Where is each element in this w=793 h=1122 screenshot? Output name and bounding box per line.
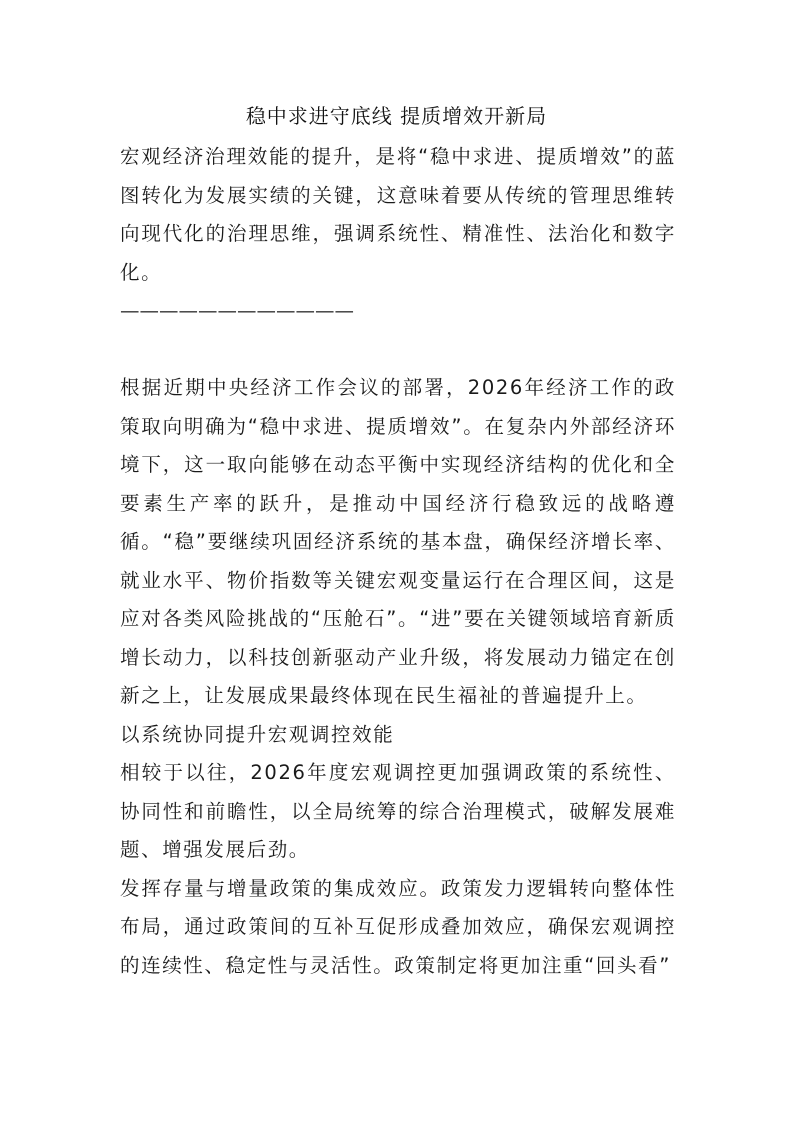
section-heading: 以系统协同提升宏观调控效能 <box>120 722 395 746</box>
lead-paragraph: 宏观经济治理效能的提升，是将“稳中求进、提质增效”的蓝图转化为发展实绩的关键，这意味着要从传统的管理思维转向现代化的治理思维，强调系统性、精准性、法治化和数字化。 <box>120 145 676 284</box>
paragraph-policy-direction: 根据近期中央经济工作会议的部署，2026年经济工作的政策取向明确为“稳中求进、提质增效”。在复杂内外部经济环境下，这一取向能够在动态平衡中实现经济结构的优化和全要素生产率的跃升，是推动中国经济行稳致远的战略遵循。“稳”要继续巩固经济系统的基本盘，确保经济增长率、就业水平、物价指数等关键宏观变量运行在合理区间，这是应对各类风险挑战的“压舱石”。“进”要在关键领域培育新质增长动力，以科技创新驱动产业升级，将发展动力锚定在创新之上，让发展成果最终体现在民生福祉的普遍提升上。 <box>120 376 676 707</box>
paragraph-policy-integration: 发挥存量与增量政策的集成效应。政策发力逻辑转向整体性布局，通过政策间的互补互促形成叠加效应，确保宏观调控的连续性、稳定性与灵活性。政策制定将更加注重“回头看” <box>120 876 676 977</box>
paragraph-macro-control: 相较于以往，2026年度宏观调控更加强调政策的系统性、协同性和前瞻性，以全局统筹的综合治理模式，破解发展难题、增强发展后劲。 <box>120 761 676 861</box>
document-body <box>120 138 676 985</box>
blank-line <box>120 331 676 370</box>
document-title: 稳中求进守底线 提质增效开新局 <box>245 104 548 128</box>
separator-line: ———————————— <box>120 299 354 322</box>
